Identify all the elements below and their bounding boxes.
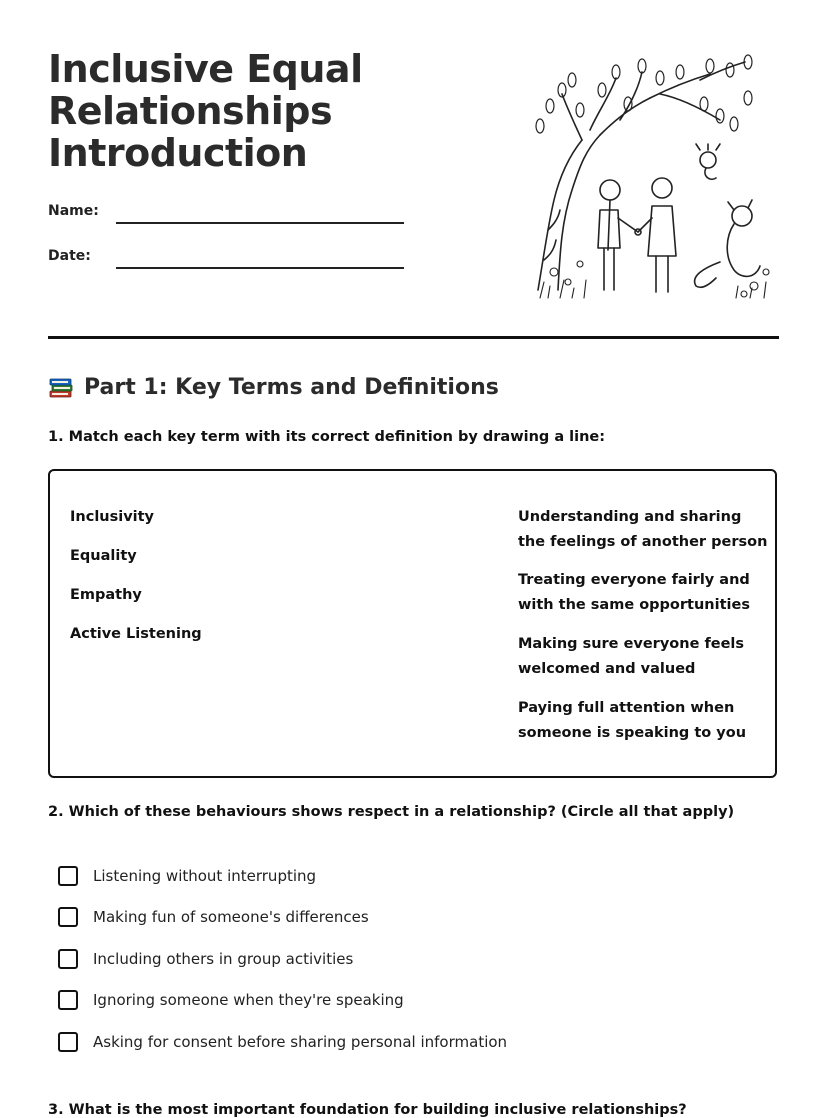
behaviour-option[interactable] [58, 1032, 507, 1052]
question-3-prompt: 3. What is the most important foundation for building inclusive relationships? [48, 1102, 687, 1118]
definition-item[interactable]: Paying full attention when someone is speaking to you [518, 700, 747, 741]
term-item[interactable]: Active Listening [70, 626, 202, 642]
question-2-prompt: 2. Which of these behaviours shows respect in a relationship? (Circle all that apply) [48, 804, 735, 820]
option-checkbox[interactable] [58, 866, 78, 886]
term-item[interactable]: Inclusivity [70, 509, 155, 525]
books-icon [48, 374, 74, 400]
section-divider [48, 336, 779, 339]
children-under-tree-illustration [520, 50, 780, 302]
option-checkbox[interactable] [58, 949, 78, 969]
option-label: Asking for consent before sharing personal information [93, 1033, 508, 1051]
behaviour-option[interactable] [58, 990, 404, 1010]
option-label: Ignoring someone when they're speaking [93, 991, 404, 1009]
part1-heading [48, 374, 499, 400]
option-checkbox[interactable] [58, 990, 78, 1010]
definition-item[interactable]: Treating everyone fairly and with the same opportunities [518, 572, 750, 613]
name-line[interactable] [116, 222, 404, 224]
behaviour-option[interactable] [58, 866, 316, 886]
name-label: Name: [48, 203, 99, 219]
behaviour-option[interactable] [58, 949, 353, 969]
option-label: Listening without interrupting [93, 867, 317, 885]
question-1-prompt: 1. Match each key term with its correct definition by drawing a line: [48, 429, 606, 445]
matching-box [48, 469, 777, 778]
date-line[interactable] [116, 267, 404, 269]
term-item[interactable]: Equality [70, 548, 137, 564]
option-label: Making fun of someone's differences [93, 908, 369, 926]
term-item[interactable]: Empathy [70, 587, 142, 603]
definition-item[interactable]: Making sure everyone feels welcomed and valued [518, 636, 745, 677]
part1-heading-text: Part 1: Key Terms and Definitions [84, 374, 499, 400]
option-label: Including others in group activities [93, 950, 354, 968]
behaviour-option[interactable] [58, 907, 369, 927]
option-checkbox[interactable] [58, 1032, 78, 1052]
worksheet-title: Inclusive Equal Relationships Introduction [48, 47, 363, 175]
date-label: Date: [48, 248, 91, 264]
definition-item[interactable]: Understanding and sharing the feelings of another person [518, 509, 768, 550]
option-checkbox[interactable] [58, 907, 78, 927]
